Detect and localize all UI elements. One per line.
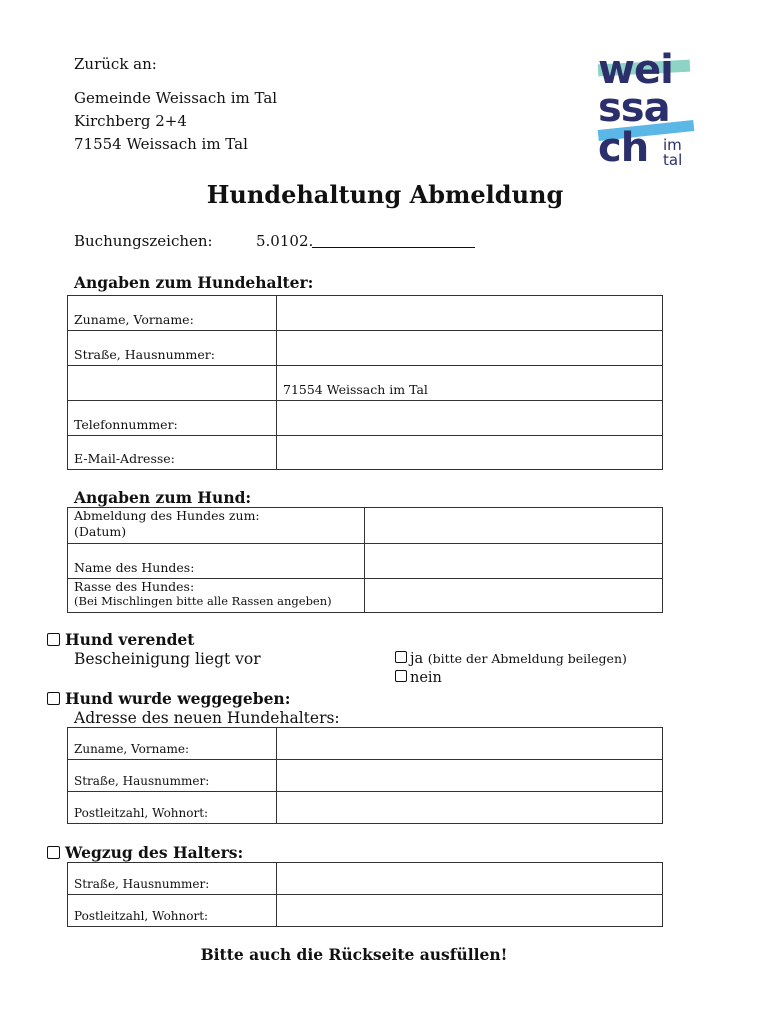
- logo-text-row1: wei: [598, 47, 673, 93]
- moved-street-field[interactable]: [277, 863, 663, 895]
- table-row: [68, 863, 663, 895]
- certificate-no-option[interactable]: [395, 670, 442, 686]
- table-row: [68, 436, 663, 470]
- table-row: [68, 579, 663, 613]
- new-owner-name-field[interactable]: [277, 728, 663, 760]
- booking-input-line[interactable]: [312, 247, 475, 248]
- dog-breed-label-sub: (Bei Mischlingen bitte alle Rassen angeben): [74, 594, 332, 608]
- table-row: [68, 760, 663, 792]
- return-line-3: 71554 Weissach im Tal: [74, 135, 248, 153]
- new-owner-table: [67, 727, 663, 824]
- dog-breed-label-text: Rasse des Hundes:: [74, 579, 195, 594]
- dog-date-field[interactable]: [365, 508, 663, 544]
- certificate-yes-note: (bitte der Abmeldung beilegen): [427, 651, 627, 666]
- table-row: [68, 331, 663, 366]
- owner-city-field[interactable]: 71554 Weissach im Tal: [277, 366, 663, 401]
- table-row: [68, 728, 663, 760]
- given-away-checkbox[interactable]: [47, 692, 60, 705]
- certificate-yes-checkbox[interactable]: [395, 651, 407, 663]
- dog-date-label-text: Abmeldung des Hundes zum:: [74, 508, 260, 523]
- table-row: [68, 296, 663, 331]
- deceased-checkbox[interactable]: [47, 633, 60, 646]
- owner-street-field[interactable]: [277, 331, 663, 366]
- logo-text-im: im: [663, 136, 682, 154]
- certificate-no-label: nein: [410, 670, 442, 686]
- dog-breed-field[interactable]: [365, 579, 663, 613]
- table-row: [68, 401, 663, 436]
- new-owner-city-label: Postleitzahl, Wohnort:: [68, 792, 277, 824]
- dog-section-heading: Angaben zum Hund:: [74, 488, 252, 507]
- owner-table: [67, 295, 663, 470]
- given-away-label: Hund wurde weggegeben:: [65, 689, 291, 708]
- new-owner-city-field[interactable]: [277, 792, 663, 824]
- new-owner-street-field[interactable]: [277, 760, 663, 792]
- deceased-option[interactable]: [47, 630, 194, 649]
- booking-label: Buchungszeichen:: [74, 232, 213, 250]
- new-owner-name-label: Zuname, Vorname:: [68, 728, 277, 760]
- footer-note: Bitte auch die Rückseite ausfüllen!: [200, 945, 508, 964]
- dog-table: [67, 507, 663, 613]
- owner-section-heading: Angaben zum Hundehalter:: [74, 273, 314, 292]
- moved-label: Wegzug des Halters:: [65, 843, 244, 862]
- table-row: [68, 895, 663, 927]
- dog-name-field[interactable]: [365, 544, 663, 579]
- new-owner-address-label: Adresse des neuen Hundehalters:: [74, 709, 340, 727]
- owner-email-label: E-Mail-Adresse:: [68, 436, 277, 470]
- table-row: [68, 508, 663, 544]
- moved-city-label: Postleitzahl, Wohnort:: [68, 895, 277, 927]
- return-line-1: Gemeinde Weissach im Tal: [74, 89, 278, 107]
- certificate-yes-label: ja: [410, 651, 424, 667]
- given-away-option[interactable]: [47, 689, 290, 708]
- moved-checkbox[interactable]: [47, 846, 60, 859]
- owner-street-label: Straße, Hausnummer:: [68, 331, 277, 366]
- owner-name-field[interactable]: [277, 296, 663, 331]
- return-line-2: Kirchberg 2+4: [74, 112, 187, 130]
- logo-text-row2: ssa: [598, 85, 670, 131]
- owner-name-label: Zuname, Vorname:: [68, 296, 277, 331]
- deceased-label: Hund verendet: [65, 630, 195, 649]
- dog-date-label: [68, 508, 365, 544]
- booking-value: 5.0102.: [256, 232, 314, 250]
- certificate-yes-option[interactable]: [395, 651, 627, 667]
- moved-city-field[interactable]: [277, 895, 663, 927]
- table-row: [68, 544, 663, 579]
- owner-email-field[interactable]: [277, 436, 663, 470]
- certificate-label: Bescheinigung liegt vor: [74, 650, 261, 668]
- weissach-logo: [596, 47, 696, 172]
- owner-city-label: [68, 366, 277, 401]
- owner-phone-label: Telefonnummer:: [68, 401, 277, 436]
- dog-name-label: Name des Hundes:: [68, 544, 365, 579]
- new-owner-street-label: Straße, Hausnummer:: [68, 760, 277, 792]
- return-intro: Zurück an:: [74, 55, 157, 73]
- moved-street-label: Straße, Hausnummer:: [68, 863, 277, 895]
- moved-table: [67, 862, 663, 927]
- table-row: [68, 366, 663, 401]
- owner-phone-field[interactable]: [277, 401, 663, 436]
- certificate-no-checkbox[interactable]: [395, 670, 407, 682]
- dog-breed-label: [68, 579, 365, 613]
- table-row: [68, 792, 663, 824]
- logo-text-row3: ch: [598, 125, 649, 171]
- dog-date-label-sub: (Datum): [74, 524, 127, 539]
- page-title: Hundehaltung Abmeldung: [206, 180, 564, 209]
- moved-option[interactable]: [47, 843, 243, 862]
- logo-text-tal: tal: [663, 151, 683, 169]
